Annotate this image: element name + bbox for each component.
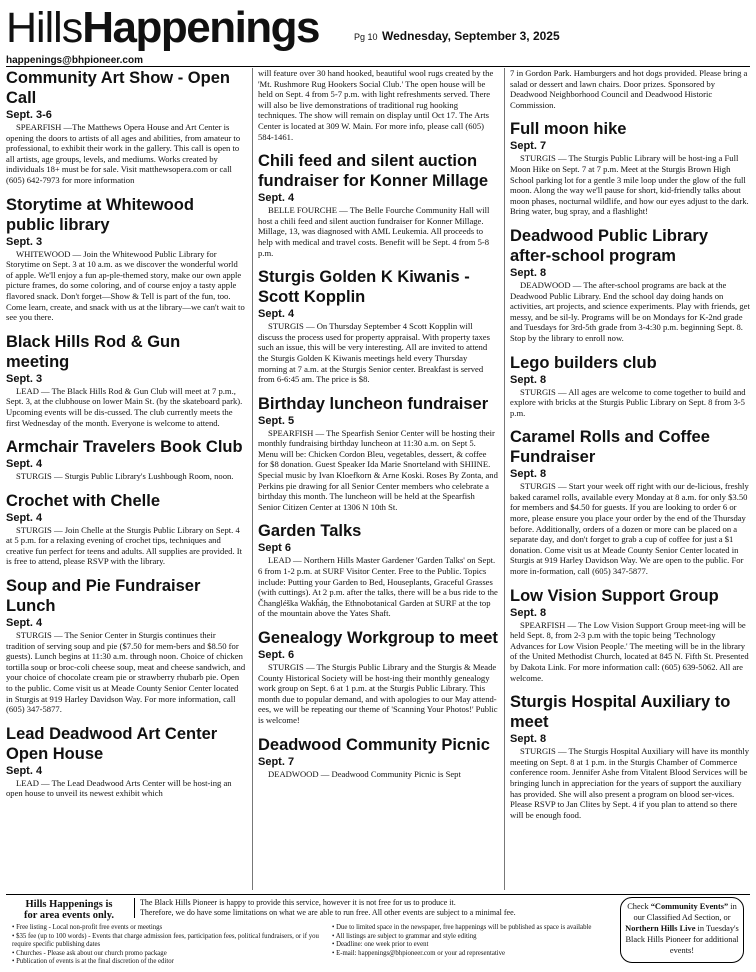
- event-body: STURGIS — The Sturgis Hospital Auxiliary will have its monthly meeting on Sept. 8 at 1 p.m. in the Sturgis Chamber of Commerce conference room. Jennifer Ashe from Vitalent Blood Services will be bringing lunch in appreciation for the years of support the auxiliary has provided. She will also present a program on blood ser-vices. Please RSVP to Jan Clites by Sept. 4 if you plan to attend so there will be enough food.: [510, 746, 750, 820]
- event-title: Lead Deadwood Art Center Open House: [6, 724, 218, 763]
- event-item: [258, 521, 498, 619]
- promo-emphasis: “Community Events”: [650, 902, 729, 911]
- event-title: Deadwood Public Library after-school program: [510, 226, 709, 265]
- event-date: Sept. 4: [6, 617, 43, 630]
- event-body: SPEARFISH — The Spearfish Senior Center will be hosting their monthly fundraising birthday luncheon at 11:30 a.m. on Sept 5. Menu will be: Chicken Cordon Bleu, vegetables, dessert, & coffee for $8 donation. Guest Speaker Ida Marie Snorteland with SHIINE. Special music by Ivan Kloefkorn & Arne Koski. Roses By Zonta, and Perkins pie drawing for all Senior Center members who celebrate a birthday this month. The luncheon will be held at the Spearfish Senior Citizen Center at 1306 N 10th St.: [258, 427, 498, 512]
- event-title: Deadwood Community Picnic: [258, 735, 490, 754]
- footer-heading: [8, 899, 130, 921]
- event-item: [6, 576, 246, 715]
- footer-rule-item: • $35 fee (up to 100 words) - Events that charge admission fees, participation fees, political fundraisers, or if you require specific publishing dates: [12, 933, 322, 950]
- event-title: Crochet with Chelle: [6, 491, 161, 510]
- event-body: SPEARFISH — The Low Vision Support Group meet-ing will be held Sept. 8, from 2-3 p.m with the topic being 'Technology Advances for Low Vision People.' The meeting will be in the library of the United Methodist Church, located at 845 N. Fifth St. Presented by Dakota Link. For more information call: (605) 639-5062. All are welcome.: [510, 619, 749, 683]
- event-body: STURGIS — Join Chelle at the Sturgis Public Library on Sept. 4 at 5 p.m. for a relaxing evening of crochet tips, techniques and creative fun perfect for teens and adults. All supplies are provided. It is free to attend, please RSVP with the library.: [6, 524, 243, 567]
- event-date: Sept. 6: [258, 649, 295, 661]
- event-title: Black Hills Rod & Gun meeting: [6, 332, 181, 371]
- event-title: Garden Talks: [258, 522, 362, 541]
- event-item: [6, 491, 246, 567]
- event-date: Sept. 3-6: [6, 109, 52, 121]
- event-item: [510, 427, 750, 576]
- event-item: [258, 628, 498, 726]
- event-item: [258, 151, 498, 258]
- event-item: [6, 332, 246, 428]
- event-date: Sept. 8: [510, 733, 547, 746]
- promo-emphasis: Northern Hills Live: [625, 924, 696, 933]
- header-rule: [6, 66, 750, 67]
- footer-note-line2: Therefore, we do have some limitations on what we are able to run free. All other events are subject to a minimal fee.: [140, 908, 516, 917]
- footer-rule-item: • All listings are subject to grammar and style editing: [332, 933, 622, 942]
- promo-text: in Tuesday's Black Hills Pioneer for additional events!: [625, 924, 739, 955]
- event-date: Sept. 8: [510, 468, 547, 481]
- event-title: Community Art Show - Open Call: [6, 69, 230, 107]
- event-item: [258, 68, 498, 142]
- event-item: [510, 692, 750, 820]
- event-body: STURGIS — Start your week off right with our de-licious, freshly baked caramel rolls, available every Monday at 8 a.m. for only $3.50 for members and $4.50 for guests. If you are looking to order 6 or more, please ensure you place your order by the end of the Thursday before. Additionally, orders of a dozen or more can be placed on a separate day, and don't forget to grab a cup of coffee for just a $1 donation. Come visit us at Meade County Senior Center located in Sturgis at 919 Harley Davidson Way. We are open to the public. For more in-formation, call (605) 347-5877.: [510, 481, 749, 577]
- event-item: [258, 267, 498, 385]
- event-title: Chili feed and silent auction fundraiser for Konner Millage: [258, 152, 489, 191]
- event-body: LEAD — The Lead Deadwood Arts Center will be host-ing an open house to unveil its newest exhibit which: [6, 777, 232, 799]
- event-item: [258, 735, 498, 780]
- page-number: Pg 10: [354, 32, 378, 42]
- event-body: SPEARFISH —The Matthews Opera House and Art Center is opening the doors to artists of all ages and abilities, from amateur to professional, to exhibit their work in the gallery. This call is open to all artists, age groups, levels, and mediums. Works created by individuals 18+ must be for sale. Visit matthewsopera.com or call (605) 642-7973 for more information: [6, 122, 241, 185]
- footer-rules-right: [332, 924, 622, 958]
- footer-rule-item: • Publication of events is at the final discretion of the editor: [12, 958, 322, 967]
- event-title: Full moon hike: [510, 120, 627, 139]
- event-item: [510, 68, 750, 110]
- event-body: LEAD — The Black Hills Rod & Gun Club will meet at 7 p.m., Sept. 3, at the clubhouse on lower Main St. (by the skateboard park). Upcoming events will be dis-cussed. The club currently meets the first Wednesday of the month. Everyone is welcome to attend.: [6, 385, 243, 428]
- event-body: STURGIS — Sturgis Public Library's Lushbough Room, noon.: [16, 471, 234, 482]
- event-date: Sept 6: [258, 542, 292, 555]
- event-date: Sept. 4: [6, 458, 43, 471]
- event-item: [6, 437, 246, 482]
- promo-text: Check: [627, 902, 651, 911]
- column-3: [510, 68, 750, 890]
- event-item: [258, 394, 498, 513]
- event-date: Sept. 3: [6, 235, 43, 248]
- event-body: STURGIS — All ages are welcome to come together to build and explore with bricks at the Sturgis Public Library on Sept. 8 from 3-5 p.m.: [510, 386, 746, 418]
- footer-info: [6, 894, 750, 969]
- event-body: 7 in Gordon Park. Hamburgers and hot dogs provided. Please bring a salad or dessert and lawn chairs. Door prizes. Sponsored by Deadwood Neighborhood Council and Deadwood Historic Commission.: [510, 68, 748, 110]
- event-title: Sturgis Golden K Kiwanis - Scott Kopplin: [258, 268, 470, 307]
- event-title: Storytime at Whitewood public library: [6, 195, 194, 234]
- footer-heading-line1: Hills Happenings is: [25, 899, 113, 910]
- column-1: [6, 68, 246, 890]
- footer-rule-item: • E-mail: happenings@bhpioneer.com or your ad representative: [332, 950, 622, 959]
- footer-rules-left: [12, 924, 322, 967]
- event-date: Sept. 5: [258, 414, 295, 427]
- event-date: Sept. 8: [510, 606, 547, 619]
- event-item: [6, 195, 246, 323]
- event-date: Sept. 7: [510, 140, 547, 153]
- event-body: BELLE FOURCHE — The Belle Fourche Community Hall will host a chili feed and silent auction fundraiser for Konner Millage. Millage, 13, was diagnosed with AML Leukemia. All proceeds to help with medical and travel costs. Benefit will be Sept. 4 from 5-8 p.m.: [258, 205, 490, 258]
- footer-rule-item: • Deadline: one week prior to event: [332, 941, 622, 950]
- event-body: STURGIS — The Senior Center in Sturgis continues their tradition of serving soup and pie ($7.50 for mem-bers and $8.50 for guests). Lunch begins at 11:30 a.m. through noon. Choice of chicken tortilla soup or broc-coli cheese soup, meat and cheese sandwich, and your choice of chocolate cream pie or strawberry rhubarb pie. Open to the public. Come visit us at Meade County Senior Center located in Sturgis at 919 Harley Davidson Way. For more information, call (605) 347-5877.: [6, 630, 246, 715]
- event-title: Genealogy Workgroup to meet: [258, 629, 498, 647]
- event-item: [510, 586, 750, 684]
- column-2: [258, 68, 498, 890]
- event-date: Sept. 3: [6, 372, 43, 385]
- event-title: Armchair Travelers Book Club: [6, 438, 243, 457]
- event-date: Sept. 7: [258, 755, 295, 768]
- brand-bold: Happenings: [82, 3, 320, 52]
- event-date: Sept. 4: [258, 308, 295, 321]
- footer-rule-item: • Churches - Please ask about our church promo package: [12, 950, 322, 959]
- event-body: STURGIS — On Thursday September 4 Scott Kopplin will discuss the process used for property appraisal. With property taxes such an issue, this will be very interesting. All are invited to attend the Sturgis Golden K Kiwanis meetings held every Thursday morning at 7 a.m. at the Sturgis Senior center. Breakfast is served from 6-6:45 am. The price is $8.: [258, 321, 490, 385]
- event-title: Low Vision Support Group: [510, 586, 719, 605]
- event-date: Sept. 8: [510, 266, 547, 279]
- event-date: Sept. 4: [6, 511, 43, 524]
- event-title: Caramel Rolls and Coffee Fundraiser: [510, 428, 710, 467]
- event-body: WHITEWOOD — Join the Whitewood Public Library for Storytime on Sept. 3 at 10 a.m. as we discover the wonderful world of apple. We'll enjoy a fun ap-ple-themed story, make our own apple picture frames, do some coloring, and of course enjoy a tasty apple flavored snack. Don't forget—Show & Tell is part of the fun, too. Come learn, create, and snack with us at the library—we can't wait to see you there.: [6, 248, 245, 323]
- promo-text: in our Classified Ad Section, or: [633, 902, 737, 922]
- footer-note-line1: The Black Hills Pioneer is happy to provide this service, however it is not free for us to produce it.: [140, 898, 456, 907]
- event-body: LEAD — Northern Hills Master Gardener 'Garden Talks' on Sept. 6 from 1-2 p.m. at SURF Visitor Center. Free to the Public. Topics include: Putting your Garden to Bed, Houseplants, Graceful Grasses (with cuttings). At 2 p.m. after the talks, there will be a bus ride to the Čhangléška Wakȟáŋ, the Ethnobotanical Garden at SURF at the top of the mountain above the Yates Shaft.: [258, 555, 498, 619]
- event-title: Soup and Pie Fundraiser Lunch: [6, 577, 201, 616]
- event-date: Sept. 8: [510, 373, 547, 386]
- event-item: [510, 119, 750, 217]
- footer-heading-line2: for area events only.: [23, 910, 115, 921]
- contact-email[interactable]: happenings@bhpioneer.com: [6, 55, 143, 66]
- event-body: STURGIS — The Sturgis Public Library and the Sturgis & Meade County Historical Society will be host-ing their monthly genealogy work group on Sept. 6 at 1 p.m. at the Sturgis Public Library. This month due to popular demand, and with apologies to our May attend-ees, we will be repeating our theme of 'Scanning Your Photos!' Public is welcome!: [258, 662, 498, 725]
- event-body: STURGIS — The Sturgis Public Library will be host-ing a Full Moon Hike on Sept. 7 at 7 p.m. Meet at the Sturgis Brown High School parking lot for a gentle 3 mile loop under the glow of the full moon. Along the way we'll pause for short, kid-friendly talks about moon phases, nocturnal wildlife, and how our eyes adjust to the dark. Bring water, bug spray, and a flashlight!: [510, 153, 749, 217]
- event-item: [510, 226, 750, 344]
- event-title: Birthday luncheon fundraiser: [258, 394, 489, 413]
- event-item: [6, 724, 246, 799]
- event-date: Sept. 4: [6, 764, 43, 777]
- column-divider: [504, 68, 505, 890]
- event-item: [6, 68, 246, 186]
- event-title: Sturgis Hospital Auxiliary to meet: [510, 693, 731, 732]
- footer-rule-item: • Due to limited space in the newspaper, free happenings will be published as space is available: [332, 924, 622, 933]
- event-body: DEADWOOD — Deadwood Community Picnic is Sept: [268, 768, 461, 779]
- footer-note: [134, 898, 616, 918]
- event-body: DEADWOOD — The after-school programs are back at the Deadwood Public Library. End the school day doing hands on activities, art projects, and science experiments. Play with friends, get messy, and be sil-ly. Programs will be on Mondays for K-2nd grade and Tuesdays for 3rd-5th grade from 3-4:30 p.m. beginning Sept. 8. Stop by the library to enroll now.: [510, 279, 750, 343]
- event-date: Sept. 4: [258, 192, 295, 205]
- issue-date: Wednesday, September 3, 2025: [382, 29, 560, 43]
- event-title: Lego builders club: [510, 353, 657, 372]
- footer-rule-item: • Free listing - Local non-profit free events or meetings: [12, 924, 322, 933]
- community-events-promo: [620, 897, 744, 963]
- event-item: [510, 353, 750, 419]
- brand-light: Hills: [6, 4, 83, 52]
- masthead: [6, 2, 750, 54]
- column-divider: [252, 68, 253, 890]
- event-body: will feature over 30 hand hooked, beautiful wool rugs created by the 'Mt. Rushmore Rug Hookers Social Club.' The open house will be held on Sept. 4 from 5-7 p.m. with light refreshments served. There will also be live demonstrations of traditional rug hooking techniques. The show will remain on display until Oct 17. The Arts Center is located at 309 W. Main. For more info, please call (605) 584-1461.: [258, 68, 494, 142]
